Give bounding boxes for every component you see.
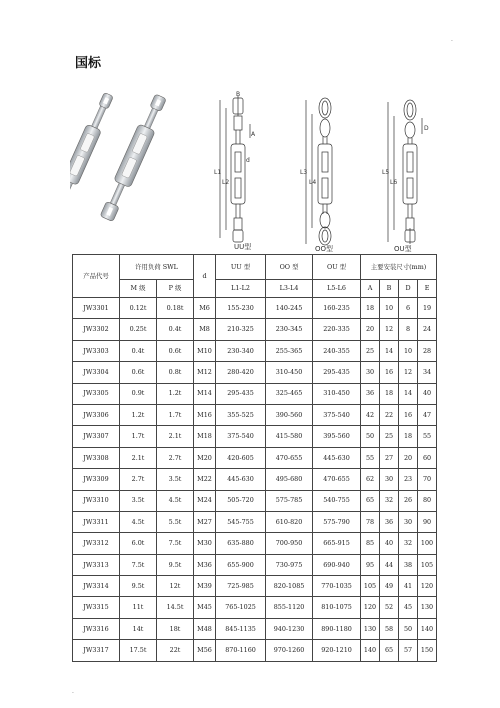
table-cell: 9.5t bbox=[157, 554, 194, 575]
table-cell: 105 bbox=[418, 554, 437, 575]
table-cell: JW3312 bbox=[73, 533, 120, 554]
table-cell: 635-880 bbox=[216, 533, 266, 554]
table-cell: 1.2t bbox=[157, 383, 194, 404]
svg-text:L5: L5 bbox=[382, 169, 390, 176]
header-b: B bbox=[380, 280, 399, 298]
table-cell: 415-580 bbox=[266, 426, 313, 447]
table-cell: 1.7t bbox=[157, 404, 194, 425]
page-top-mark: . bbox=[451, 36, 453, 43]
table-cell: 20 bbox=[361, 319, 380, 340]
table-cell: 45 bbox=[399, 597, 418, 618]
svg-text:L1: L1 bbox=[214, 169, 222, 176]
table-cell: 70 bbox=[418, 469, 437, 490]
table-cell: 25 bbox=[380, 426, 399, 447]
table-row bbox=[73, 319, 437, 340]
table-cell: 16 bbox=[380, 362, 399, 383]
table-row bbox=[73, 640, 437, 661]
table-cell: 280-420 bbox=[216, 362, 266, 383]
table-cell: 27 bbox=[380, 447, 399, 468]
table-cell: M16 bbox=[194, 404, 216, 425]
table-cell: M30 bbox=[194, 533, 216, 554]
table-row bbox=[73, 469, 437, 490]
oo-type-label: OO型 bbox=[315, 245, 334, 253]
table-cell: 295-435 bbox=[216, 383, 266, 404]
table-cell: 920-1210 bbox=[313, 640, 361, 661]
table-cell: 0.18t bbox=[157, 298, 194, 319]
table-cell: 62 bbox=[361, 469, 380, 490]
table-cell: 85 bbox=[361, 533, 380, 554]
turnbuckle-photo-2 bbox=[98, 93, 169, 223]
table-cell: M48 bbox=[194, 618, 216, 639]
table-cell: 14.5t bbox=[157, 597, 194, 618]
table-row bbox=[73, 511, 437, 532]
table-cell: 575-785 bbox=[266, 490, 313, 511]
table-cell: 545-755 bbox=[216, 511, 266, 532]
table-cell: 18t bbox=[157, 618, 194, 639]
table-cell: 420-605 bbox=[216, 447, 266, 468]
table-cell: 90 bbox=[418, 511, 437, 532]
turnbuckle-figure bbox=[70, 88, 440, 258]
table-cell: JW3303 bbox=[73, 340, 120, 361]
header-ou-sub: L5-L6 bbox=[313, 280, 361, 298]
header-uu-sub: L1-L2 bbox=[216, 280, 266, 298]
table-cell: 60 bbox=[418, 447, 437, 468]
svg-text:L2: L2 bbox=[222, 179, 230, 186]
table-cell: M12 bbox=[194, 362, 216, 383]
table-cell: 50 bbox=[361, 426, 380, 447]
table-row bbox=[73, 340, 437, 361]
table-cell: JW3311 bbox=[73, 511, 120, 532]
table-cell: 310-450 bbox=[313, 383, 361, 404]
table-cell: M45 bbox=[194, 597, 216, 618]
table-cell: 130 bbox=[418, 597, 437, 618]
table-cell: 240-355 bbox=[313, 340, 361, 361]
table-cell: 12 bbox=[399, 362, 418, 383]
table-cell: 690-940 bbox=[313, 554, 361, 575]
table-cell: M20 bbox=[194, 447, 216, 468]
table-cell: 9.5t bbox=[120, 576, 157, 597]
svg-text:L6: L6 bbox=[390, 179, 398, 186]
table-cell: 140 bbox=[361, 640, 380, 661]
table-cell: 2.1t bbox=[120, 447, 157, 468]
table-cell: M10 bbox=[194, 340, 216, 361]
table-cell: 5.5t bbox=[157, 511, 194, 532]
table-cell: JW3316 bbox=[73, 618, 120, 639]
table-cell: 820-1085 bbox=[266, 576, 313, 597]
table-cell: 26 bbox=[399, 490, 418, 511]
table-cell: 58 bbox=[380, 618, 399, 639]
table-row bbox=[73, 404, 437, 425]
table-cell: 375-540 bbox=[216, 426, 266, 447]
table-cell: JW3317 bbox=[73, 640, 120, 661]
table-cell: 575-790 bbox=[313, 511, 361, 532]
table-cell: 40 bbox=[380, 533, 399, 554]
table-cell: 375-540 bbox=[313, 404, 361, 425]
table-cell: 65 bbox=[361, 490, 380, 511]
table-cell: 40 bbox=[418, 383, 437, 404]
table-cell: 325-465 bbox=[266, 383, 313, 404]
header-e: E bbox=[418, 280, 437, 298]
table-cell: 18 bbox=[361, 298, 380, 319]
table-cell: 155-230 bbox=[216, 298, 266, 319]
table-cell: 18 bbox=[380, 383, 399, 404]
table-cell: 52 bbox=[380, 597, 399, 618]
table-cell: 32 bbox=[399, 533, 418, 554]
table-cell: M22 bbox=[194, 469, 216, 490]
table-cell: 2.7t bbox=[157, 447, 194, 468]
table-cell: 57 bbox=[399, 640, 418, 661]
svg-text:L3: L3 bbox=[300, 169, 308, 176]
table-cell: 390-560 bbox=[266, 404, 313, 425]
table-cell: JW3315 bbox=[73, 597, 120, 618]
table-row bbox=[73, 618, 437, 639]
table-row bbox=[73, 447, 437, 468]
table-cell: 445-630 bbox=[216, 469, 266, 490]
page-title: 国标 bbox=[75, 56, 102, 71]
table-cell: M6 bbox=[194, 298, 216, 319]
table-cell: M27 bbox=[194, 511, 216, 532]
table-cell: 55 bbox=[418, 426, 437, 447]
header-code: 产品代号 bbox=[73, 255, 120, 298]
table-cell: JW3309 bbox=[73, 469, 120, 490]
table-cell: 8 bbox=[399, 319, 418, 340]
table-cell: 940-1230 bbox=[266, 618, 313, 639]
page-bottom-mark: . bbox=[72, 688, 74, 695]
table-cell: 36 bbox=[361, 383, 380, 404]
table-cell: 65 bbox=[380, 640, 399, 661]
table-cell: 295-435 bbox=[313, 362, 361, 383]
table-cell: 890-1180 bbox=[313, 618, 361, 639]
table-cell: 120 bbox=[361, 597, 380, 618]
table-cell: JW3301 bbox=[73, 298, 120, 319]
table-cell: 0.4t bbox=[120, 340, 157, 361]
table-cell: 12 bbox=[380, 319, 399, 340]
svg-text:A: A bbox=[251, 131, 256, 138]
header-p-grade: P 级 bbox=[157, 280, 194, 298]
table-cell: 140-245 bbox=[266, 298, 313, 319]
table-cell: 10 bbox=[399, 340, 418, 361]
table-cell: 25 bbox=[361, 340, 380, 361]
table-cell: 17.5t bbox=[120, 640, 157, 661]
table-cell: 870-1160 bbox=[216, 640, 266, 661]
table-cell: 32 bbox=[380, 490, 399, 511]
table-cell: 130 bbox=[361, 618, 380, 639]
table-cell: JW3308 bbox=[73, 447, 120, 468]
table-row bbox=[73, 298, 437, 319]
table-row bbox=[73, 426, 437, 447]
table-cell: 160-235 bbox=[313, 298, 361, 319]
table-cell: JW3305 bbox=[73, 383, 120, 404]
table-cell: 0.9t bbox=[120, 383, 157, 404]
table-cell: 495-680 bbox=[266, 469, 313, 490]
table-cell: 770-1035 bbox=[313, 576, 361, 597]
table-cell: 230-345 bbox=[266, 319, 313, 340]
uu-type-label: UU型 bbox=[234, 243, 252, 251]
table-cell: 19 bbox=[418, 298, 437, 319]
svg-text:d: d bbox=[246, 157, 250, 164]
table-cell: JW3304 bbox=[73, 362, 120, 383]
table-cell: 355-525 bbox=[216, 404, 266, 425]
table-cell: 700-950 bbox=[266, 533, 313, 554]
table-cell: M8 bbox=[194, 319, 216, 340]
table-cell: JW3306 bbox=[73, 404, 120, 425]
table-cell: 2.1t bbox=[157, 426, 194, 447]
table-cell: JW3314 bbox=[73, 576, 120, 597]
table-cell: 50 bbox=[399, 618, 418, 639]
table-cell: 44 bbox=[380, 554, 399, 575]
table-row bbox=[73, 597, 437, 618]
table-row bbox=[73, 362, 437, 383]
table-cell: 4.5t bbox=[120, 511, 157, 532]
table-cell: 255-365 bbox=[266, 340, 313, 361]
table-cell: 30 bbox=[380, 469, 399, 490]
table-cell: 7.5t bbox=[157, 533, 194, 554]
table-cell: 95 bbox=[361, 554, 380, 575]
table-cell: 730-975 bbox=[266, 554, 313, 575]
table-cell: 23 bbox=[399, 469, 418, 490]
table-cell: 6.0t bbox=[120, 533, 157, 554]
table-cell: JW3313 bbox=[73, 554, 120, 575]
table-cell: 3.5t bbox=[120, 490, 157, 511]
table-cell: M14 bbox=[194, 383, 216, 404]
table-cell: 22 bbox=[380, 404, 399, 425]
table-cell: M24 bbox=[194, 490, 216, 511]
table-cell: 20 bbox=[399, 447, 418, 468]
table-cell: 540-755 bbox=[313, 490, 361, 511]
svg-text:D: D bbox=[424, 125, 429, 132]
table-cell: 14 bbox=[380, 340, 399, 361]
table-cell: 3.5t bbox=[157, 469, 194, 490]
table-cell: 49 bbox=[380, 576, 399, 597]
table-cell: M36 bbox=[194, 554, 216, 575]
table-row bbox=[73, 533, 437, 554]
table-cell: 10 bbox=[380, 298, 399, 319]
table-cell: JW3307 bbox=[73, 426, 120, 447]
table-cell: 4.5t bbox=[157, 490, 194, 511]
table-cell: 0.12t bbox=[120, 298, 157, 319]
table-cell: 55 bbox=[361, 447, 380, 468]
specification-table bbox=[72, 254, 437, 662]
table-cell: 0.6t bbox=[120, 362, 157, 383]
table-cell: 30 bbox=[399, 511, 418, 532]
table-cell: M18 bbox=[194, 426, 216, 447]
table-row bbox=[73, 383, 437, 404]
table-cell: 41 bbox=[399, 576, 418, 597]
table-cell: 16 bbox=[399, 404, 418, 425]
table-cell: 725-985 bbox=[216, 576, 266, 597]
header-d: d bbox=[194, 255, 216, 298]
table-cell: 470-655 bbox=[266, 447, 313, 468]
table-cell: 310-450 bbox=[266, 362, 313, 383]
svg-text:L4: L4 bbox=[309, 179, 317, 186]
header-ou: OU 型 bbox=[313, 255, 361, 280]
table-cell: 0.25t bbox=[120, 319, 157, 340]
table-cell: 970-1260 bbox=[266, 640, 313, 661]
table-cell: 470-655 bbox=[313, 469, 361, 490]
table-cell: 1.2t bbox=[120, 404, 157, 425]
table-cell: 610-820 bbox=[266, 511, 313, 532]
table-cell: 36 bbox=[380, 511, 399, 532]
table-cell: M39 bbox=[194, 576, 216, 597]
ou-type-label: OU型 bbox=[394, 245, 412, 253]
table-cell: 230-340 bbox=[216, 340, 266, 361]
table-cell: 1.7t bbox=[120, 426, 157, 447]
table-cell: 655-900 bbox=[216, 554, 266, 575]
turnbuckle-drawings bbox=[70, 88, 440, 258]
table-cell: 30 bbox=[361, 362, 380, 383]
table-cell: 28 bbox=[418, 340, 437, 361]
table-cell: 0.8t bbox=[157, 362, 194, 383]
table-cell: 6 bbox=[399, 298, 418, 319]
header-oo-sub: L3-L4 bbox=[266, 280, 313, 298]
table-cell: JW3302 bbox=[73, 319, 120, 340]
table-cell: 665-915 bbox=[313, 533, 361, 554]
table-row bbox=[73, 576, 437, 597]
oo-type-drawing bbox=[306, 98, 332, 245]
table-cell: 14 bbox=[399, 383, 418, 404]
table-cell: 395-560 bbox=[313, 426, 361, 447]
table-cell: 105 bbox=[361, 576, 380, 597]
table-cell: 855-1120 bbox=[266, 597, 313, 618]
table-cell: 140 bbox=[418, 618, 437, 639]
table-cell: 765-1025 bbox=[216, 597, 266, 618]
table-row bbox=[73, 554, 437, 575]
table-cell: 150 bbox=[418, 640, 437, 661]
uu-type-drawing bbox=[220, 96, 250, 242]
table-cell: 0.4t bbox=[157, 319, 194, 340]
table-cell: JW3310 bbox=[73, 490, 120, 511]
table-cell: 38 bbox=[399, 554, 418, 575]
table-cell: 22t bbox=[157, 640, 194, 661]
header-m-grade: M 级 bbox=[120, 280, 157, 298]
svg-text:B: B bbox=[236, 91, 241, 98]
table-cell: 14t bbox=[120, 618, 157, 639]
table-cell: 445-630 bbox=[313, 447, 361, 468]
table-cell: 210-325 bbox=[216, 319, 266, 340]
table-cell: M56 bbox=[194, 640, 216, 661]
table-cell: 12t bbox=[157, 576, 194, 597]
table-cell: 505-720 bbox=[216, 490, 266, 511]
table-cell: 42 bbox=[361, 404, 380, 425]
table-cell: 18 bbox=[399, 426, 418, 447]
table-cell: 47 bbox=[418, 404, 437, 425]
table-cell: 7.5t bbox=[120, 554, 157, 575]
header-dd: D bbox=[399, 280, 418, 298]
table-cell: 845-1135 bbox=[216, 618, 266, 639]
table-cell: 2.7t bbox=[120, 469, 157, 490]
table-cell: 120 bbox=[418, 576, 437, 597]
header-a: A bbox=[361, 280, 380, 298]
table-cell: 78 bbox=[361, 511, 380, 532]
ou-type-drawing bbox=[388, 100, 422, 244]
table-cell: 24 bbox=[418, 319, 437, 340]
table-cell: 810-1075 bbox=[313, 597, 361, 618]
table-cell: 80 bbox=[418, 490, 437, 511]
table-cell: 0.6t bbox=[157, 340, 194, 361]
table-cell: 11t bbox=[120, 597, 157, 618]
table-cell: 34 bbox=[418, 362, 437, 383]
header-swl: 许用负荷 SWL bbox=[120, 255, 194, 280]
table-cell: 100 bbox=[418, 533, 437, 554]
header-install: 主要安装尺寸(mm) bbox=[361, 255, 437, 280]
table-cell: 220-335 bbox=[313, 319, 361, 340]
header-oo: OO 型 bbox=[266, 255, 313, 280]
table-row bbox=[73, 490, 437, 511]
header-uu: UU 型 bbox=[216, 255, 266, 280]
